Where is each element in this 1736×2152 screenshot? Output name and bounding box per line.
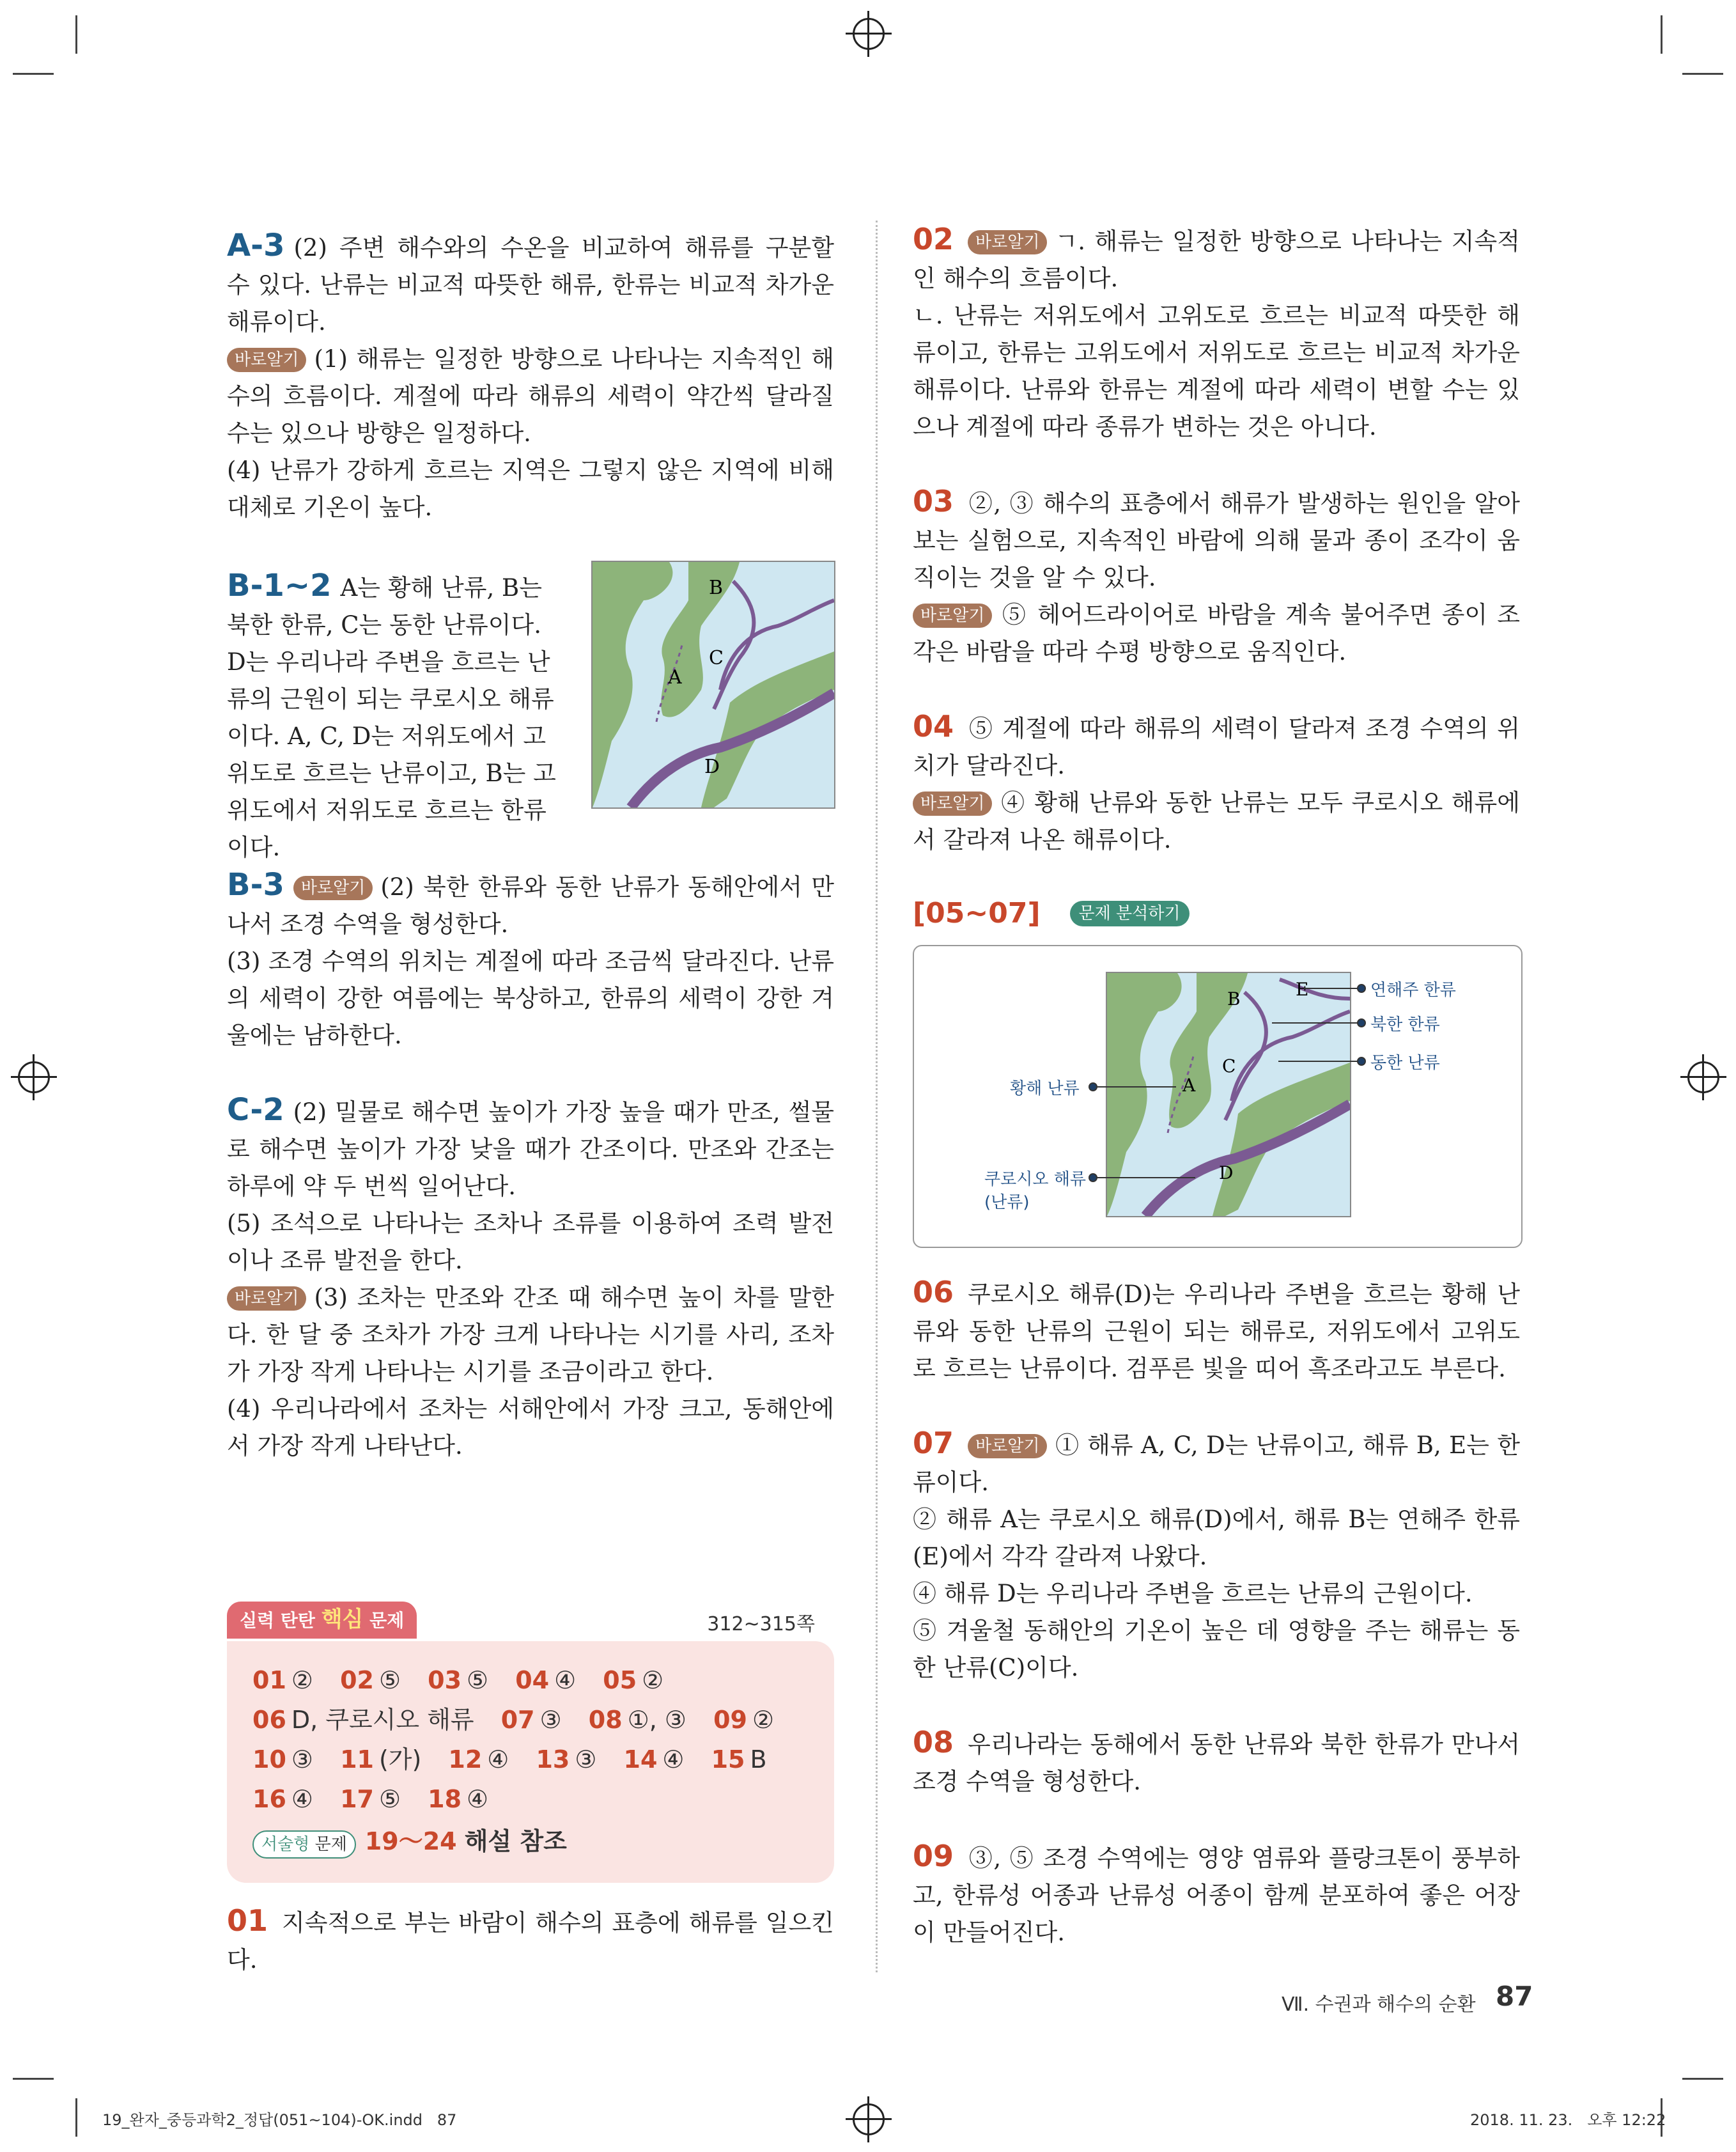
crop-mark [75,2098,77,2137]
answer-number: 05 [603,1666,637,1694]
question-number: 01 [227,1903,268,1938]
barogi-tag: 바로알기 [227,1286,306,1311]
paragraph: (5) 조석으로 나타나는 조차나 조류를 이용하여 조력 발전이나 조류 발전을 한다. [227,1210,834,1274]
print-date: 2018. 11. 23. 오후 12:22 [1470,2111,1666,2129]
paragraph: ⑤ 헤어드라이어로 바람을 계속 불어주면 종이 조각은 바람을 따라 수평 방향으로 움직인다. [913,601,1520,666]
answer-list [227,1641,834,1883]
paragraph: 쿠로시오 해류(D)는 우리나라 주변을 흐르는 황해 난류와 동한 난류의 근원이 되는 해류로, 저위도에서 고위도로 흐르는 난류이다. 검푸른 빛을 띠어 흑조라고도 부른다. [913,1281,1520,1382]
answer-value: ③ [291,1745,313,1774]
answer-number: 11 [340,1745,374,1774]
answer-value: ③ [539,1706,562,1734]
paragraph: (4) 우리나라에서 조차는 서해안에서 가장 크고, 동해안에서 가장 작게 나타난다. [227,1395,834,1460]
answer-value: B [750,1745,767,1774]
answer-value: ①, ③ [627,1706,686,1734]
column-divider [876,221,878,1972]
map-label-d: D [1219,1162,1234,1183]
question-number: 04 [913,709,954,744]
answer-value: ③ [575,1745,597,1774]
page-number: 87 [1496,1981,1533,2012]
range-label: [05~07] [913,897,1041,930]
registration-mark-icon [853,2103,885,2135]
map-label-b: B [709,577,724,599]
answer-value: ② [291,1666,313,1694]
question-number: 03 [913,484,954,519]
section-label: A-3 [227,228,285,263]
paragraph: ③, ⑤ 조경 수역에는 영양 염류와 플랑크톤이 풍부하고, 한류성 어종과 난류성 어종이 함께 분포하여 좋은 어장이 만들어진다. [913,1844,1520,1946]
answer-value: ④ [467,1785,489,1813]
crop-mark [13,2078,54,2080]
ocean-current-map [591,561,835,809]
section-label: B-1~2 [227,568,332,604]
answer-number: 10 [252,1745,286,1774]
crop-mark [75,15,77,54]
map-label-c: C [1222,1056,1236,1077]
paragraph: ④ 황해 난류와 동한 난류는 모두 쿠로시오 해류에서 갈라져 나온 해류이다. [913,789,1520,854]
section-label: B-3 [227,867,284,903]
map-label-d: D [704,756,720,778]
chapter-title: Ⅶ. 수권과 해수의 순환 [1282,1993,1476,2016]
analysis-tag: 문제 분석하기 [1070,901,1190,926]
answer-number: 13 [536,1745,570,1774]
section-label: C-2 [227,1092,284,1128]
question-08 [913,1724,1520,1800]
paragraph: ②, ③ 해수의 표층에서 해류가 발생하는 원인을 알아보는 실험으로, 지속적인 바람에 의해 물과 종이 조각이 움직이는 것을 알 수 있다. [913,490,1520,591]
question-number: 07 [913,1426,954,1460]
answer-value: ⑤ [467,1666,489,1694]
section-c2 [227,1091,834,1205]
answer-number: 12 [448,1745,483,1774]
right-column [913,221,1520,1951]
question-06 [913,1274,1520,1387]
question-02 [913,221,1520,297]
question-01 [227,1902,834,1979]
answer-item [515,1666,576,1694]
paragraph: (2) 밀물로 해수면 높이가 가장 높을 때가 만조, 썰물로 해수면 높이가 가장 낮을 때가 간조이다. 만조와 간조는 하루에 약 두 번씩 일어난다. [227,1098,834,1200]
answer-value: ④ [662,1745,685,1774]
answer-number: 18 [428,1785,462,1813]
answer-item [589,1706,686,1734]
question-07 [913,1424,1520,1501]
answer-item [624,1745,685,1774]
answer-number: 07 [500,1706,535,1734]
answer-number: 01 [252,1666,286,1694]
question-number: 02 [913,222,954,256]
answer-box-badge: 실력 탄탄 핵심 문제 [227,1602,417,1639]
crop-mark [13,73,54,75]
barogi-tag: 바로알기 [227,348,306,372]
paragraph: ① 해류 A, C, D는 난류이고, 해류 B, E는 한류이다. [913,1431,1520,1496]
answer-item [711,1745,767,1774]
answer-item [340,1666,401,1694]
question-04 [913,708,1520,784]
answer-grid [252,1660,809,1819]
section-b3 [227,866,834,943]
paragraph: (4) 난류가 강하게 흐르는 지역은 그렇지 않은 지역에 비해 대체로 기온이 높다. [227,456,834,521]
answer-number: 03 [428,1666,462,1694]
answer-item [448,1745,509,1774]
map-label-a: A [668,666,682,689]
answer-number: 06 [252,1706,286,1734]
map-label-b: B [1227,988,1241,1010]
answer-number: 09 [713,1706,747,1734]
answer-value: ② [752,1706,775,1734]
answer-number: 16 [252,1785,286,1813]
registration-mark-icon [18,1061,50,1093]
section-a3 [227,227,834,341]
section-b12 [227,567,834,861]
answer-value: ⑤ [378,1785,401,1813]
crop-mark [1682,73,1723,75]
answer-item [428,1785,488,1813]
essay-tag: 서술형 [261,1835,310,1854]
answer-value: ② [642,1666,664,1694]
map-figure-box [913,945,1523,1248]
answer-item [536,1745,596,1774]
crop-mark [1682,2078,1723,2080]
paragraph: (2) 북한 한류와 동한 난류가 동해안에서 만나서 조경 수역을 형성한다. [227,873,834,938]
barogi-tag: 바로알기 [913,791,992,816]
answer-box [227,1602,834,1883]
answer-value: ④ [291,1785,313,1813]
paragraph: (3) 조경 수역의 위치는 계절에 따라 조금씩 달라진다. 난류의 세력이 강한 여름에는 북상하고, 한류의 세력이 강한 겨울에는 남하한다. [227,947,834,1049]
answer-value: D, 쿠로시오 해류 [291,1706,474,1734]
answer-number: 04 [515,1666,550,1694]
answer-number: 08 [588,1706,623,1734]
paragraph: ㄴ. 난류는 저위도에서 고위도로 흐르는 비교적 따뜻한 해류이고, 한류는 고위도에서 저위도로 흐르는 비교적 차가운 해류이다. 난류와 한류는 계절에 따라 세력이 변할 수는 있으나 계절에 따라 종류가 변하는 것은 아니다. [913,302,1520,441]
map-callout-c: 동한 난류 [1370,1054,1440,1073]
essay-line: 서술형 문제 19～24 해설 참조 [252,1821,809,1861]
answer-number: 15 [711,1745,745,1774]
paragraph: A는 황해 난류, B는 북한 한류, C는 동한 난류이다. D는 우리나라 주변을 흐르는 난류의 근원이 되는 쿠로시오 해류이다. A, C, D는 저위도에서 고위도로 흐르는 난류이고, B는 고위도에서 저위도로 흐르는 한류이다. [227,574,556,861]
map-label-e: E [1296,979,1309,1000]
paragraph: ⑤ 계절에 따라 해류의 세력이 달라져 조경 수역의 위치가 달라진다. [913,715,1520,779]
paragraph: 우리나라는 동해에서 동한 난류와 북한 한류가 만나서 조경 수역을 형성한다. [913,1731,1520,1795]
map-callout-b: 북한 한류 [1370,1015,1440,1034]
paragraph: (1) 해류는 일정한 방향으로 나타나는 지속적인 해수의 흐름이다. 계절에 따라 해류의 세력이 약간씩 달라질 수는 있으나 방향은 일정하다. [227,345,834,447]
registration-mark-icon [853,18,885,50]
range-heading [913,897,1520,930]
map-label-c: C [709,647,724,669]
question-number: 06 [913,1275,954,1309]
answer-item [340,1745,421,1774]
registration-mark-icon [1687,1061,1719,1093]
barogi-tag: 바로알기 [293,876,373,900]
map-callout-d: 쿠로시오 해류 [984,1170,1086,1189]
crop-mark [1661,15,1662,54]
map-callout-e: 연해주 한류 [1370,981,1456,1000]
question-number: 08 [913,1725,954,1759]
answer-value: (가) [378,1745,422,1774]
answer-pages: 312~315쪽 [707,1613,815,1635]
answer-item [340,1785,401,1813]
paragraph: ② 해류 A는 쿠로시오 해류(D)에서, 해류 B는 연해주 한류(E)에서 각각 갈라져 나왔다. [913,1506,1520,1570]
map-callout-d-sub: (난류) [984,1193,1030,1212]
map-callout-a: 황해 난류 [1010,1079,1080,1098]
answer-item [252,1706,474,1734]
paragraph: 지속적으로 부는 바람이 해수의 표층에 해류를 일으킨다. [227,1909,834,1974]
paragraph: (3) 조차는 만조와 간조 때 해수면 높이 차를 말한다. 한 달 중 조차가 가장 크게 나타나는 시기를 사리, 조차가 가장 작게 나타나는 시기를 조금이라고 한다. [227,1284,834,1385]
paragraph: ㄱ. 해류는 일정한 방향으로 나타나는 지속적인 해수의 흐름이다. [913,228,1520,292]
left-column [227,227,834,1465]
paragraph: ⑤ 겨울철 동해안의 기온이 높은 데 영향을 주는 해류는 동한 난류(C)이다. [913,1617,1520,1681]
barogi-tag: 바로알기 [913,604,992,628]
answer-number: 02 [340,1666,374,1694]
answer-item [252,1785,313,1813]
answer-value: ⑤ [378,1666,401,1694]
barogi-tag: 바로알기 [968,1434,1047,1458]
paragraph: ④ 해류 D는 우리나라 주변을 흐르는 난류의 근원이다. [913,1580,1473,1607]
answer-number: 17 [340,1785,374,1813]
answer-value: ④ [554,1666,577,1694]
question-03 [913,483,1520,596]
answer-item [252,1745,313,1774]
question-09 [913,1837,1520,1951]
answer-item [428,1666,488,1694]
answer-item [603,1666,663,1694]
barogi-tag: 바로알기 [968,230,1047,254]
answer-value: ④ [487,1745,509,1774]
answer-item [501,1706,562,1734]
answer-number: 14 [623,1745,658,1774]
answer-item [713,1706,774,1734]
file-slug: 19_완자_중등과학2_정답(051~104)-OK.indd 87 [102,2111,457,2129]
answer-item [252,1666,313,1694]
map-label-a: A [1182,1075,1196,1096]
paragraph: (2) 주변 해수와의 수온을 비교하여 해류를 구분할 수 있다. 난류는 비교적 따뜻한 해류, 한류는 비교적 차가운 해류이다. [227,234,834,336]
question-number: 09 [913,1839,954,1873]
